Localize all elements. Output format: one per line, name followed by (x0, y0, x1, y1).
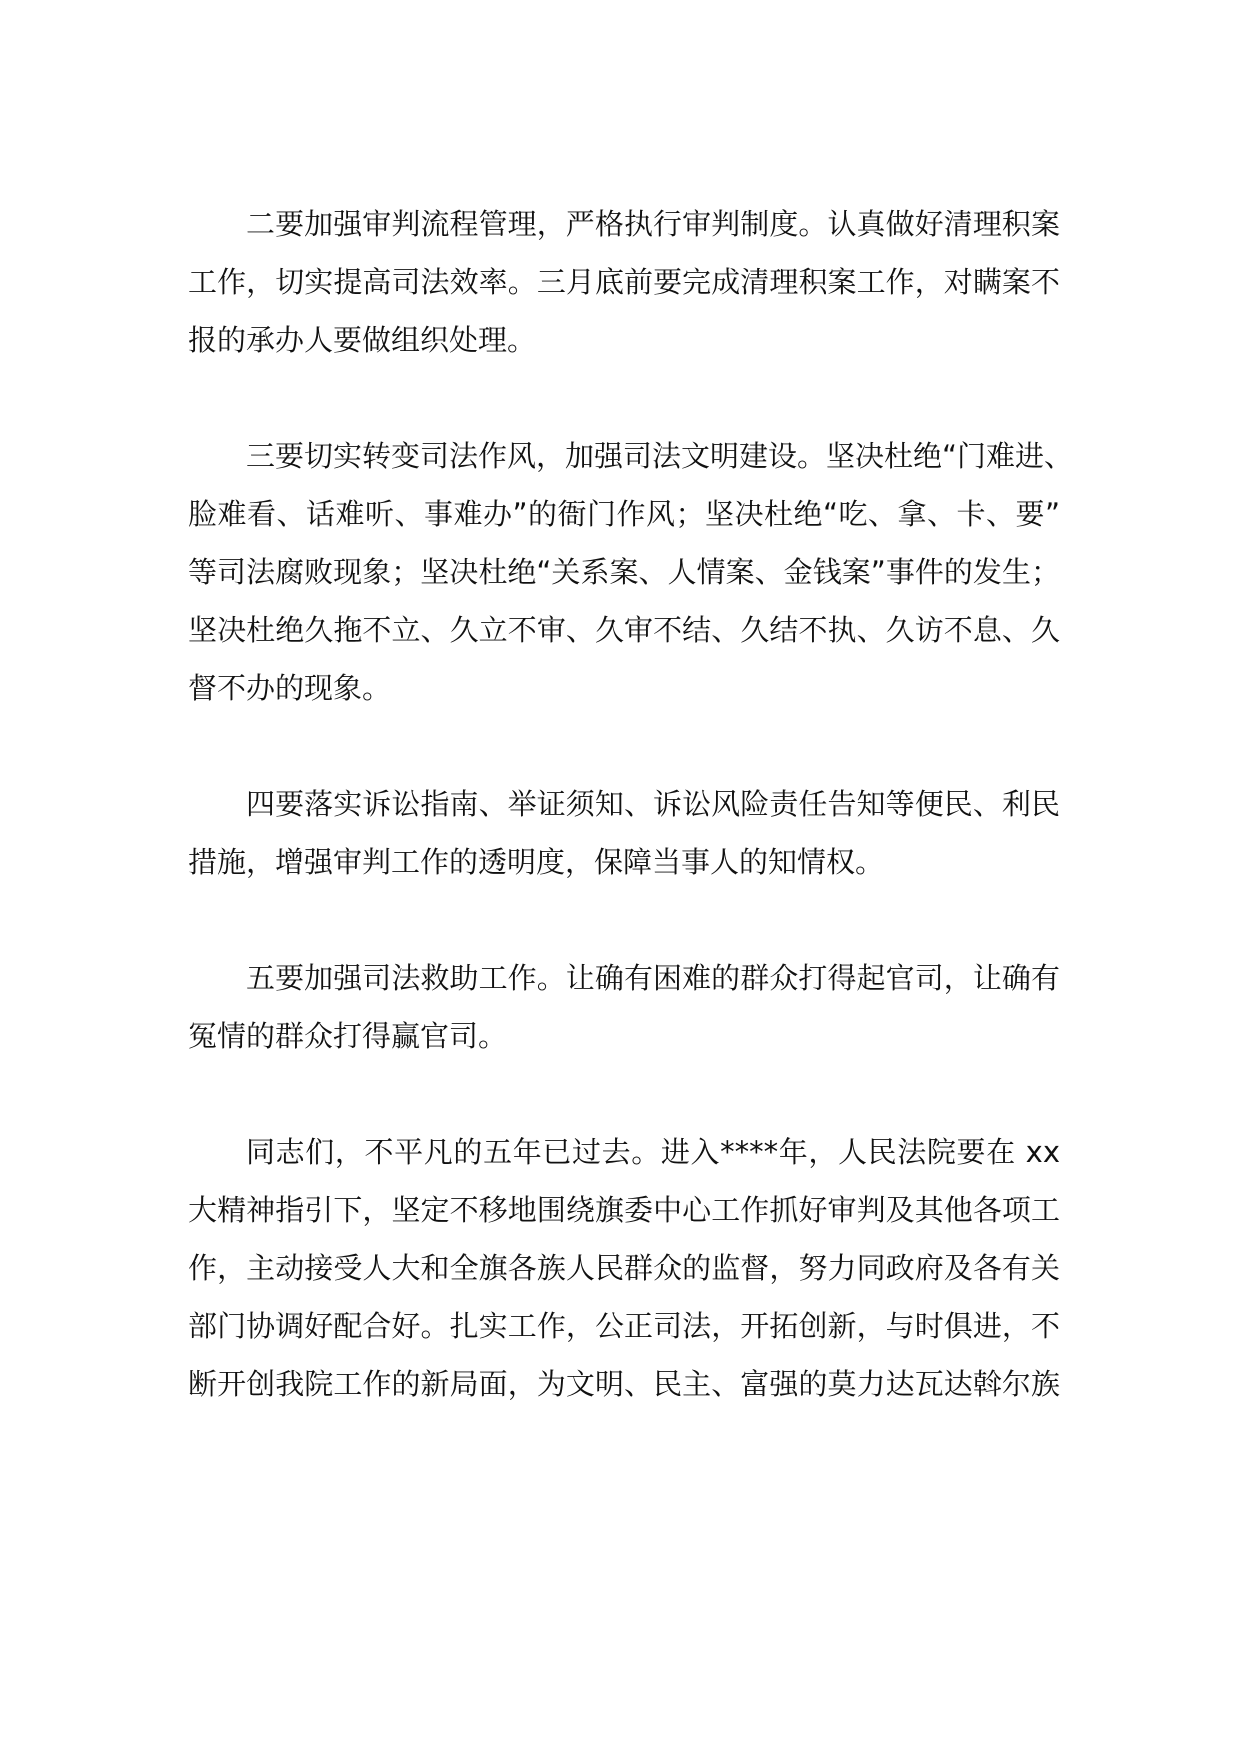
paragraph-line: 二要加强审判流程管理，严格执行审判制度。认真做好清理积案 (246, 207, 1060, 241)
paragraph-line: 断开创我院工作的新局面，为文明、民主、富强的莫力达瓦达斡尔族 (188, 1367, 1060, 1401)
paragraph-line: 督不办的现象。 (188, 671, 392, 705)
paragraph-line: 同志们，不平凡的五年已过去。进入****年，人民法院要在 xx (246, 1135, 1060, 1169)
paragraph-line: 三要切实转变司法作风，加强司法文明建设。坚决杜绝“门难进、 (246, 439, 1074, 473)
paragraph-line: 大精神指引下，坚定不移地围绕旗委中心工作抓好审判及其他各项工 (188, 1193, 1060, 1227)
paragraph-line: 部门协调好配合好。扎实工作，公正司法，开拓创新，与时俱进，不 (188, 1309, 1060, 1343)
paragraph-line: 措施，增强审判工作的透明度，保障当事人的知情权。 (188, 845, 885, 879)
paragraph-line: 坚决杜绝久拖不立、久立不审、久审不结、久结不执、久访不息、久 (188, 613, 1060, 647)
paragraph-line: 工作，切实提高司法效率。三月底前要完成清理积案工作，对瞒案不 (188, 265, 1060, 299)
paragraph-line: 等司法腐败现象；坚决杜绝“关系案、人情案、金钱案”事件的发生； (188, 555, 1060, 589)
paragraph-line: 五要加强司法救助工作。让确有困难的群众打得起官司，让确有 (246, 961, 1060, 995)
paragraph-line: 四要落实诉讼指南、举证须知、诉讼风险责任告知等便民、利民 (246, 787, 1060, 821)
paragraph-line: 报的承办人要做组织处理。 (188, 323, 537, 357)
paragraph-line: 作，主动接受人大和全旗各族人民群众的监督，努力同政府及各有关 (188, 1251, 1060, 1285)
paragraph-line: 冤情的群众打得赢官司。 (188, 1019, 508, 1053)
paragraph-line: 脸难看、话难听、事难办”的衙门作风；坚决杜绝“吃、拿、卡、要” (188, 497, 1060, 531)
